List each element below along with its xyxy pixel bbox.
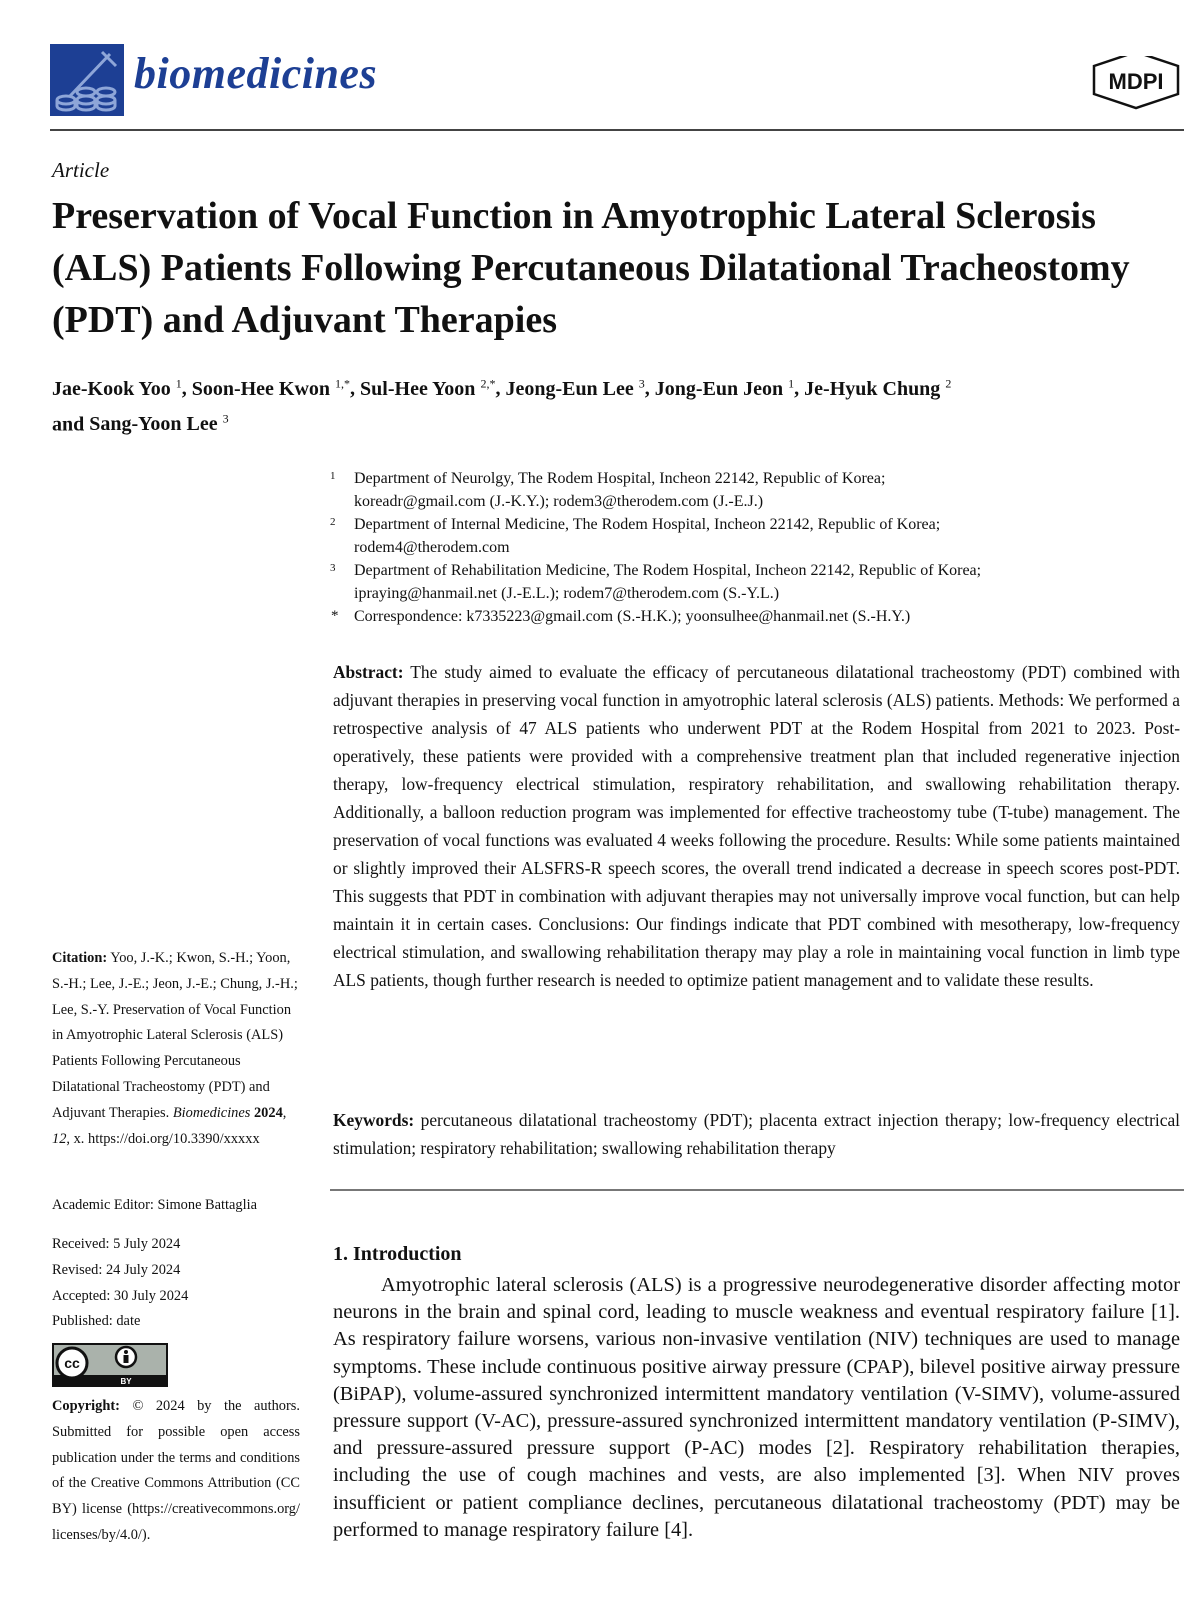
journal-logo-icon [50,44,124,116]
cc-by-text: BY [120,1377,132,1386]
article-type: Article [52,158,110,182]
copyright-notice: Copyright: © 2024 by the authors. Submitted for possible open access publication under the terms and conditions of the Creative Commons Attribution (CC BY) license (https://creativecommons.org/licenses/by/4.0/). [52,1398,300,1543]
mdpi-logo-text: MDPI [1108,69,1164,94]
abstract-label: Abstract: [333,662,404,682]
affiliations [330,467,1170,628]
cc-by-license-icon[interactable] [52,1343,168,1387]
keywords [333,1106,1180,1162]
affiliation-item: 3 Department of Rehabilitation Medicine, The Rodem Hospital, Incheon 22142, Republic of Korea; ipraying@hanmail.net (J.-E.L.); rodem7@therodem.com (S.-Y.L.) [330,559,1170,605]
author[interactable]: Jong-Eun Jeon $^1$ [654,376,795,400]
author[interactable]: Soon-Hee Kwon $^{1,*}$ [191,376,351,400]
publication-dates [52,1232,300,1335]
affiliation-emails[interactable]: ipraying@hanmail.net (J.-E.L.); rodem7@therodem.com (S.-Y.L.) [354,585,780,602]
received-date: Received: 5 July 2024 [52,1236,181,1252]
keywords-label: Keywords: [333,1110,415,1130]
intro-paragraph: Amyotrophic lateral sclerosis (ALS) is a progressive neurodegenerative disorder affecting motor neurons in the brain and spinal cord, leading to muscle weakness and eventual respiratory failure [1]. As respiratory failure worsens, various non-invasive ventilation (NIV) techniques are used to manage symptoms. These include continuous positive airway pressure (CPAP), bilevel positive airway pressure (BiPAP), volume-assured synchronized intermittent mandatory ventilation (V-SIMV), volume-assured pressure support (V-AC), pressure-assured synchronized intermittent mandatory ventilation (P-SIMV), and pressure-assured pressure support (P-AC) modes [2]. Respiratory rehabilitation therapies, including the use of cough machines and vests, are also implemented [3]. When NIV proves insufficient or patient compliance declines, percutaneous dilatational tracheostomy (PDT) may be performed to manage respiratory failure [4]. [333,1274,1180,1541]
author[interactable]: Jeong-Eun Lee $^3$ [505,376,645,400]
affiliation-item: 2 Department of Internal Medicine, The Rodem Hospital, Incheon 22142, Republic of Korea; rodem4@therodem.com [330,513,1170,559]
affiliation-emails[interactable]: koreadr@gmail.com (J.-K.Y.); rodem3@therodem.com (J.-E.J.) [354,493,764,510]
published-date: Published: date [52,1313,141,1330]
correspondence: * Correspondence: k7335223@gmail.com (S.-H.K.); yoonsulhee@hanmail.net (S.-H.Y.) [330,605,1170,628]
revised-date: Revised: 24 July 2024 [52,1261,181,1278]
author[interactable]: Je-Hyuk Chung $^2$ [804,376,952,400]
author-list: Jae-Kook Yoo $^1$, Soon-Hee Kwon $^{1,*}$, Sul-Hee Yoon $^{2,*}$, Jeong-Eun Lee $^3$, Jong-Eun Jeon $^1$, Je-Hyuk Chung $^2$ and Sang-Yoon Lee $^3$ [52,376,952,436]
cc-badge-text: cc [64,1355,80,1371]
author[interactable]: Jae-Kook Yoo $^1$ [52,376,182,400]
correspondence-emails[interactable]: Correspondence: k7335223@gmail.com (S.-H.K.); yoonsulhee@hanmail.net (S.-H.Y.) [354,608,911,625]
academic-editor: Academic Editor: Simone Battaglia [52,1197,258,1213]
keywords-text: percutaneous dilatational tracheostomy (PDT); placenta extract injection therapy; low-frequency electrical stimulation; respiratory rehabilitation; swallowing rehabilitation therapy [333,1110,1180,1158]
accepted-date: Accepted: 30 July 2024 [52,1287,189,1304]
abstract [333,658,1180,994]
abstract-text: The study aimed to evaluate the efficacy of percutaneous dilatational tracheostomy (PDT) combined with adjuvant therapies in preserving vocal function in amyotrophic lateral sclerosis (ALS) patients. Methods: We performed a retrospective analysis of 47 ALS patients who underwent PDT at the Rodem Hospital from 2021 to 2023. Post-operatively, these patients were provided with a comprehensive treatment plan that included regenerative injection therapy, low-frequency electrical stimulation, respiratory rehabilitation, and swallowing rehabilitation therapy. Additionally, a balloon reduction program was implemented for effective tracheostomy tube (T-tube) management. The preservation of vocal functions was evaluated 4 weeks following the procedure. Results: While some patients maintained or slightly improved their ALSFRS-R speech scores, the overall trend indicated a decrease in speech scores post-PDT. This suggests that PDT in combination with adjuvant therapies may not universally improve vocal function, but can help maintain it in certain cases. Conclusions: Our findings indicate that PDT combined with mesotherapy, low-frequency electrical stimulation, and swallowing rehabilitation therapy may play a role in maintaining vocal function in limb type ALS patients, though further research is needed to optimize patient management and to validate these results. [333,662,1180,990]
license-link[interactable]: (https://creativecommons.org/licenses/by/4.0/). [52,1501,300,1543]
affiliation-emails[interactable]: rodem4@therodem.com [354,539,510,556]
section-divider [330,1189,1184,1191]
article-title: Preservation of Vocal Function in Amyotrophic Lateral Sclerosis (ALS) Patients Following Percutaneous Dilatational Tracheostomy (PDT) and Adjuvant Therapies [52,195,1130,341]
header-divider [50,129,1184,131]
author[interactable]: Sang-Yoon Lee $^3$ [89,411,229,436]
author[interactable]: Sul-Hee Yoon $^{2,*}$ [360,376,496,400]
mdpi-logo-icon [1090,50,1182,110]
citation-doi-link[interactable]: https://doi.org/10.3390/xxxxx [88,1130,260,1147]
section-heading: 1. Introduction [333,1243,462,1265]
citation: Citation: Yoo, J.-K.; Kwon, S.-H.; Yoon, S.-H.; Lee, J.-E.; Jeon, J.-E.; Chung, J.-H.; Lee, S.-Y. Preservation of Vocal Function in Amyotrophic Lateral Sclerosis (ALS) Patients Following Percutaneous Dilatational Tracheostomy (PDT) and Adjuvant Therapies. Biomedicines 2024, 12, x. https://doi.org/10.3390/xxxxx [52,950,298,1147]
affiliation-item: 1 Department of Neurolgy, The Rodem Hospital, Incheon 22142, Republic of Korea; koreadr@gmail.com (J.-K.Y.); rodem3@therodem.com (J.-E.J.) [330,467,1170,513]
journal-name: biomedicines [134,49,378,98]
